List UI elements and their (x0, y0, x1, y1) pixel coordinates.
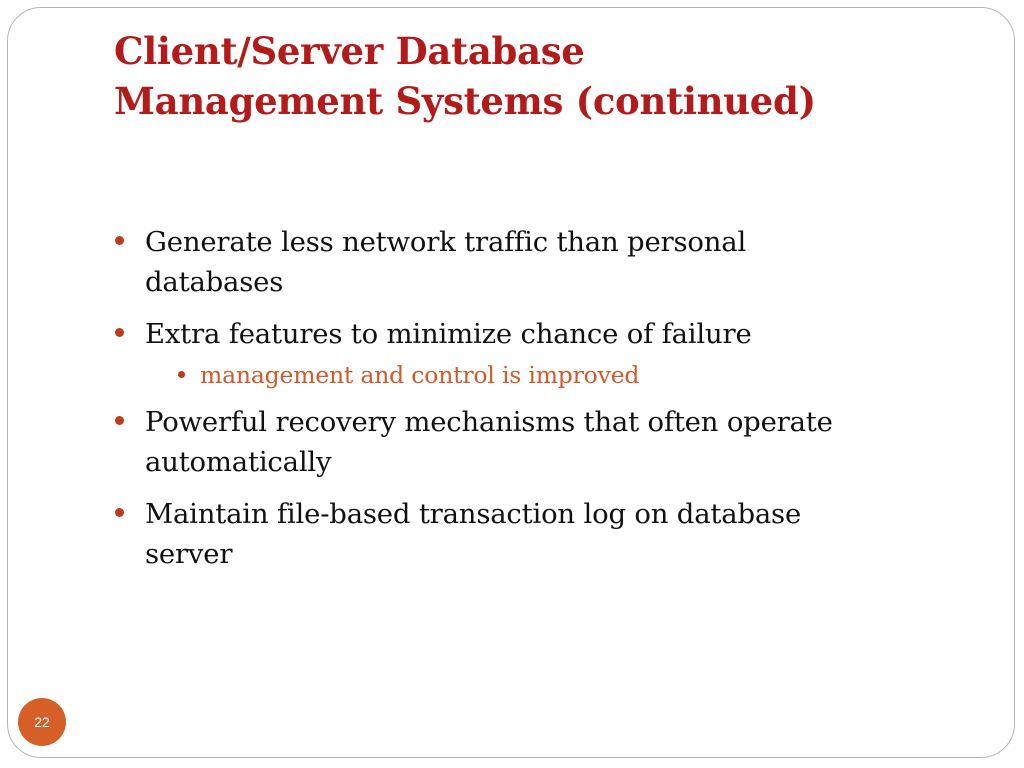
sub-bullet-dot-icon (178, 371, 185, 378)
page-number-badge: 22 (18, 698, 66, 746)
bullet-dot-icon (115, 328, 124, 337)
bullet-text-line: Extra features to minimize chance of failure (145, 318, 752, 350)
bullet-text-line: automatically (145, 446, 332, 478)
bullet-list (114, 222, 974, 574)
bullet-dot-icon (115, 236, 124, 245)
slide-title-line-1: Client/Server Database (114, 29, 585, 73)
bullet-text-line: databases (145, 266, 284, 298)
bullet-item-2 (114, 314, 974, 392)
slide-title (114, 26, 974, 126)
bullet-text (145, 494, 974, 574)
bullet-text-line: Powerful recovery mechanisms that often operate (145, 406, 833, 438)
bullet-text (145, 314, 974, 354)
sub-bullet-item (176, 358, 974, 392)
slide-title-line-2: Management Systems (continued) (114, 79, 816, 123)
bullet-item-4 (114, 494, 974, 574)
bullet-item-3 (114, 402, 974, 482)
bullet-text-line: Generate less network traffic than personal (145, 226, 747, 258)
bullet-text (145, 222, 974, 302)
bullet-dot-icon (115, 416, 124, 425)
sub-bullet-text: management and control is improved (200, 361, 640, 389)
bullet-dot-icon (115, 508, 124, 517)
bullet-text-line: server (145, 538, 233, 570)
bullet-text-line: Maintain file-based transaction log on database (145, 498, 802, 530)
bullet-text (145, 402, 974, 482)
bullet-item-1 (114, 222, 974, 302)
